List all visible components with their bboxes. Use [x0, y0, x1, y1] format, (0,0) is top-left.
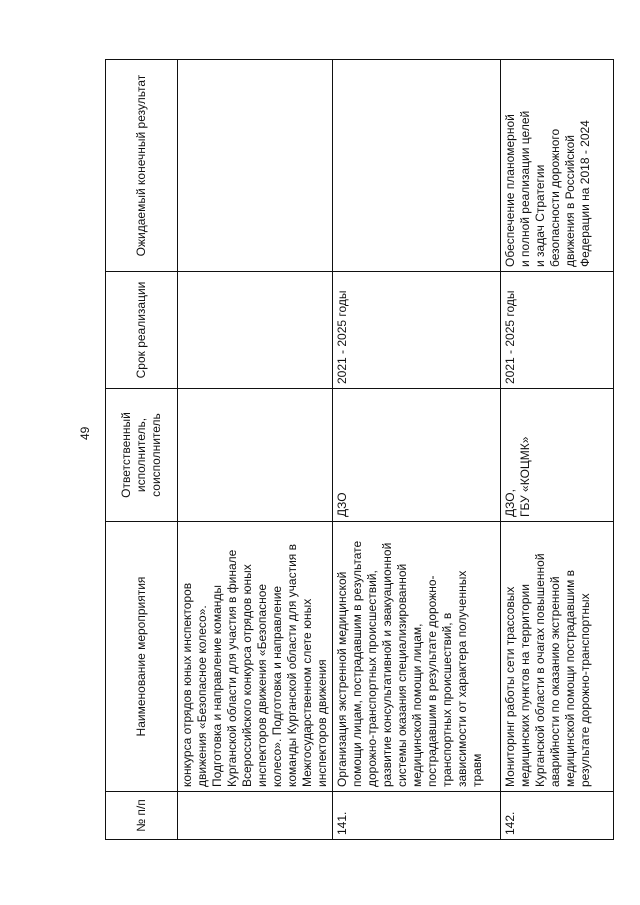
cell-num: 141.: [333, 792, 501, 840]
rotated-table-container: [105, 60, 605, 840]
text-line: медицинских пунктов на территории: [518, 584, 532, 787]
text-line: Курганской области в очагах повышенной: [533, 553, 547, 787]
text-line: медицинской помощи лицам,: [410, 623, 424, 787]
text-line: травм: [470, 753, 484, 787]
text-line: ГБУ «КОЦМК»: [518, 436, 532, 517]
table-header-row: [106, 60, 178, 840]
text-line: Мониторинг работы сети трассовых: [503, 586, 517, 787]
text-line: и задач Стратегии: [533, 164, 547, 267]
text-line: аварийности по оказанию экстренной: [548, 576, 562, 787]
text-line: Обеспечение планомерной: [503, 114, 517, 267]
text-line: безопасности дорожного: [548, 128, 562, 267]
text-line: развитие консультативной и эвакуационной: [380, 542, 394, 787]
text-line: колесо». Подготовка и направление: [270, 585, 284, 787]
header-term: Срок реализации: [106, 272, 178, 389]
cell-executor: [178, 389, 333, 522]
text-line: и полной реализации целей: [518, 110, 532, 267]
text-line: транспортных происшествий, в: [440, 612, 454, 787]
cell-num: 142.: [501, 792, 614, 840]
cell-name: [333, 522, 501, 792]
cell-result: [178, 60, 333, 272]
header-executor: Ответственный исполнитель, соисполнитель: [106, 389, 178, 522]
cell-term: 2021 - 2025 годы: [333, 272, 501, 389]
text-line: медицинской помощи пострадавшим в: [563, 569, 577, 787]
cell-result: [333, 60, 501, 272]
table-row: [501, 60, 614, 840]
text-line: Всероссийского конкурса отрядов юных: [240, 564, 254, 787]
text-line: Федерации на 2018 - 2024: [578, 120, 592, 267]
header-result: Ожидаемый конечный результат: [106, 60, 178, 272]
text-line: инспекторов движения «Безопасное: [255, 583, 269, 787]
text-line: инспекторов движения: [315, 659, 329, 787]
text-line: ДЗО,: [503, 489, 517, 517]
cell-num: [178, 792, 333, 840]
text-line: Организация экстренной медицинской: [335, 571, 349, 787]
text-line: системы оказания специализированной: [395, 563, 409, 787]
text-line: помощи лицам, пострадавшим в результате: [350, 540, 364, 787]
cell-executor: [501, 389, 614, 522]
cell-term: 2021 - 2025 годы: [501, 272, 614, 389]
text-line: зависимости от характера полученных: [455, 570, 469, 787]
text-line: движения в Российской: [563, 135, 577, 267]
cell-executor: [333, 389, 501, 522]
page-number: 49: [78, 426, 92, 440]
text-line: Курганской области для участия в финале: [225, 549, 239, 787]
cell-name: [501, 522, 614, 792]
text-line: дорожно-транспортных происшествий,: [365, 570, 379, 787]
cell-result: [501, 60, 614, 272]
measures-table: [105, 59, 614, 840]
text-line: Межгосударственном слете юных: [300, 598, 314, 787]
header-num: № п/п: [106, 792, 178, 840]
table-row: [178, 60, 333, 840]
text-line: команды Курганской области для участия в: [285, 544, 299, 787]
text-line: результате дорожно-транспортных: [578, 593, 592, 787]
text-line: движения «Безопасное колесо».: [195, 605, 209, 787]
text-line: пострадавшим в результате дорожно-: [425, 575, 439, 787]
text-line: ДЗО: [335, 492, 349, 517]
cell-name: [178, 522, 333, 792]
text-line: Подготовка и направление команды: [210, 584, 224, 787]
header-name: Наименование мероприятия: [106, 522, 178, 792]
cell-term: [178, 272, 333, 389]
text-line: конкурса отрядов юных инспекторов: [180, 582, 194, 787]
table-row: [333, 60, 501, 840]
